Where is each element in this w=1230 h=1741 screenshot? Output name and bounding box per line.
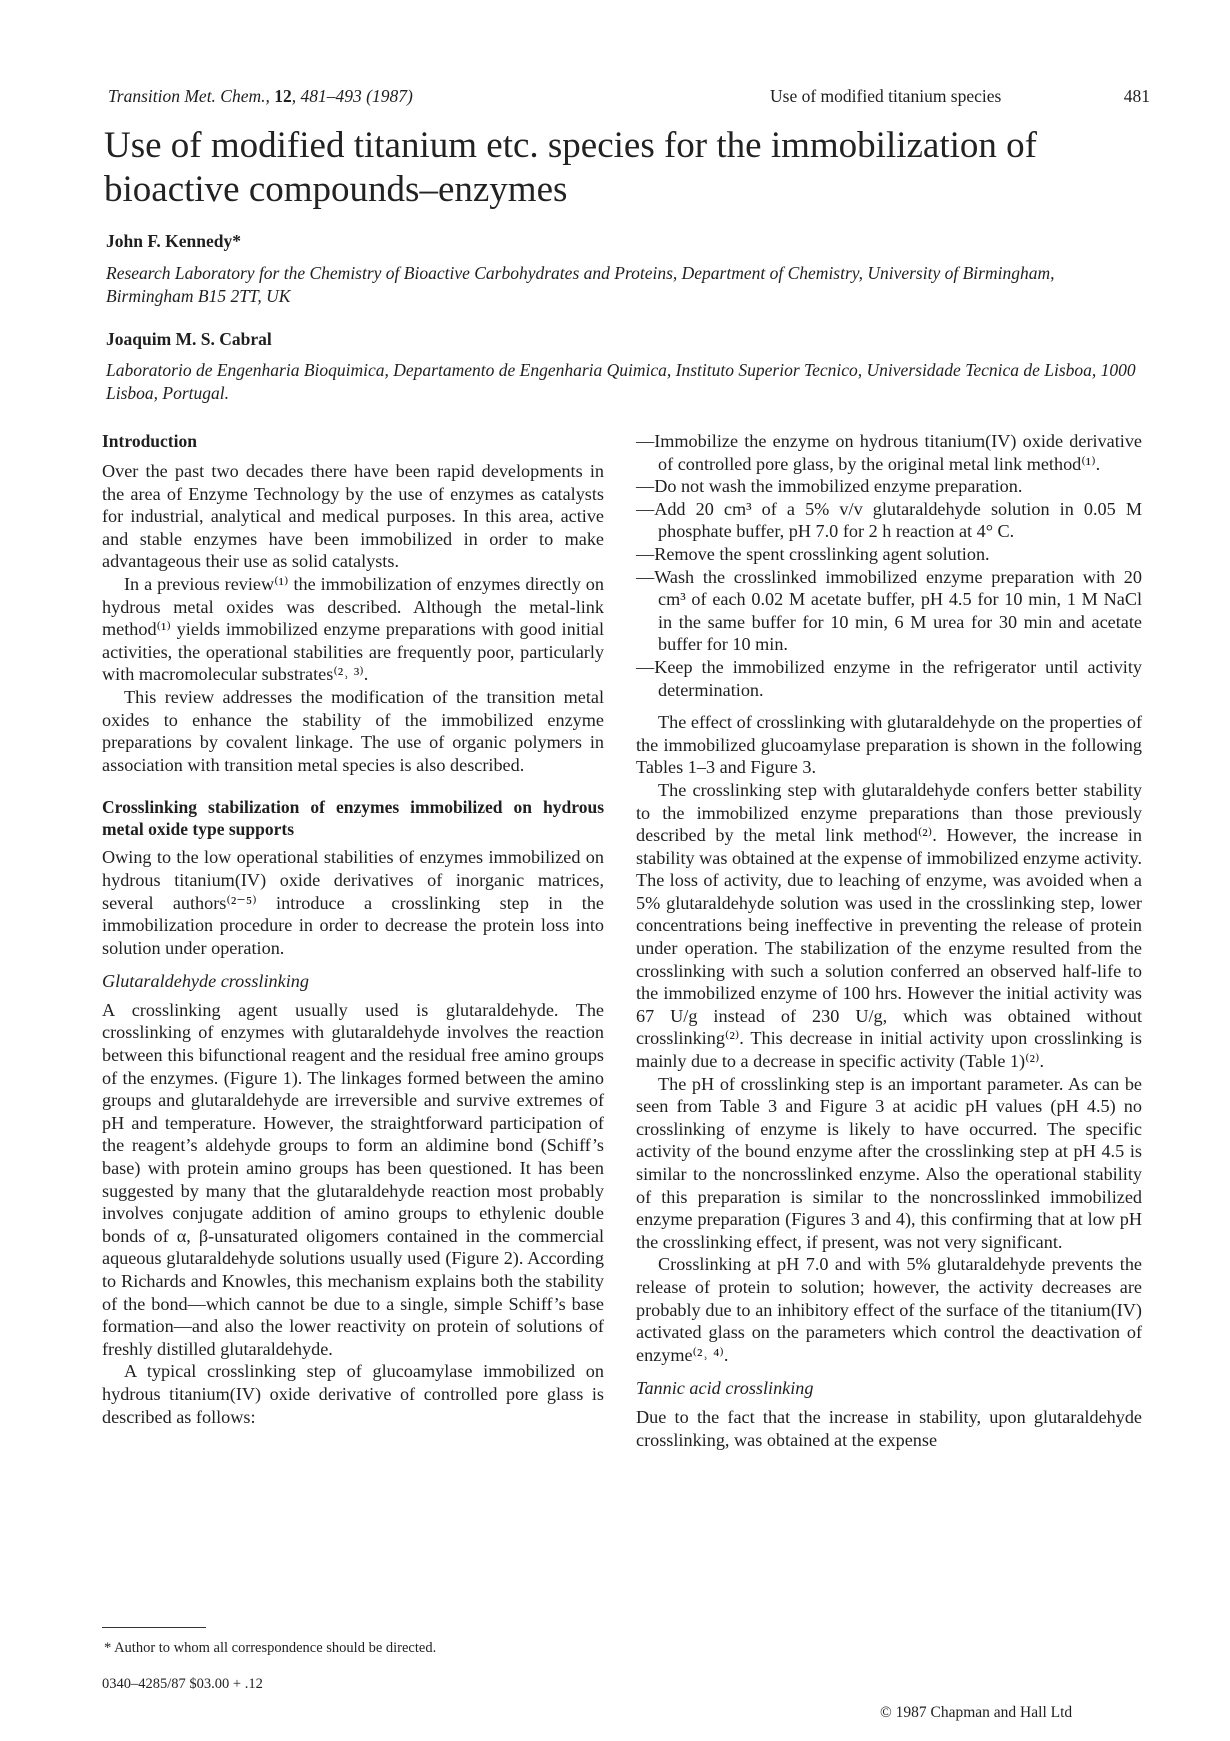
footer-copyright: © 1987 Chapman and Hall Ltd bbox=[880, 1704, 1073, 1721]
footnote-divider bbox=[102, 1627, 206, 1628]
subsection-heading: Tannic acid crosslinking bbox=[636, 1378, 814, 1399]
article-title: Use of modified titanium etc. species for the immobilization of bioactive compounds–enzymes bbox=[104, 125, 1037, 210]
journal-name: Transition Met. Chem., bbox=[108, 86, 270, 106]
paragraph: The pH of crosslinking step is an important parameter. As can be seen from Table 3 and Figure 3 at acidic pH values (pH 4.5) no crosslinking of enzyme is likely to have occurred. The specific activity of the bound enzyme after the crosslinking step at pH 4.5 is similar to the noncrosslinked enzyme. Also the operational stability of this preparation is similar to the noncrosslinked immobilized enzyme preparation (Figures 3 and 4), this confirming that at low pH the crosslinking effect, if present, was not very significant. bbox=[636, 1073, 1142, 1252]
journal-volume: 12 bbox=[274, 86, 292, 106]
page-number: 481 bbox=[1123, 86, 1150, 106]
right-column bbox=[636, 430, 1142, 1451]
list-item: —Add 20 cm³ of a 5% v/v glutaraldehyde solution in 0.05 M phosphate buffer, pH 7.0 for 2 h reaction at 4° C. bbox=[636, 498, 1142, 542]
list-item: —Remove the spent crosslinking agent solution. bbox=[636, 543, 990, 564]
paragraph: Over the past two decades there have been rapid developments in the area of Enzyme Technology by the use of enzymes as catalysts for industrial, analytical and medical purposes. In this area, active and stable enzymes have been immobilized in order to make advantageous their use as solid catalysts. bbox=[102, 461, 604, 572]
list-item: —Do not wash the immobilized enzyme preparation. bbox=[636, 476, 1023, 497]
paragraph: In a previous review⁽¹⁾ the immobilization of enzymes directly on hydrous metal oxides was described. Although the metal-link method⁽¹⁾ yields immobilized enzyme preparations with good initial activities, the operational stabilities are frequently poor, particularly with macromolecular substrates⁽²˒ ³⁾. bbox=[102, 573, 604, 685]
author-affiliation: Research Laboratory for the Chemistry of Bioactive Carbohydrates and Proteins, Department of Chemistry, University of Birmingham, Birmingham B15 2TT, UK bbox=[106, 263, 1055, 306]
list-item: —Wash the crosslinked immobilized enzyme preparation with 20 cm³ of each 0.02 M acetate buffer, pH 4.5 for 10 min, 1 M NaCl in the same buffer for 10 min, 6 M urea for 30 min and acetate buffer for 10 min. bbox=[636, 566, 1142, 655]
journal-pages-year: , 481–493 (1987) bbox=[291, 86, 413, 106]
subsection-heading: Glutaraldehyde crosslinking bbox=[102, 971, 309, 992]
paragraph: A typical crosslinking step of glucoamylase immobilized on hydrous titanium(IV) oxide derivative of controlled pore glass is described as follows: bbox=[102, 1361, 604, 1427]
footnote: * Author to whom all correspondence should be directed. bbox=[104, 1640, 437, 1656]
left-column bbox=[102, 430, 604, 1428]
running-header bbox=[108, 86, 1150, 110]
section-heading: Crosslinking stabilization of enzymes immobilized on hydrous metal oxide type supports bbox=[102, 797, 604, 840]
paragraph: Crosslinking at pH 7.0 and with 5% glutaraldehyde prevents the release of protein to solution; however, the activity decreases are probably due to an inhibitory effect of the surface of the titanium(IV) activated glass on the parameters which control the deactivation of enzyme⁽²˒ ⁴⁾. bbox=[636, 1254, 1142, 1365]
paragraph: This review addresses the modification of the transition metal oxides to enhance the stability of the immobilized enzyme preparations by covalent linkage. The use of organic polymers in association with transition metal species is also described. bbox=[102, 686, 604, 775]
paragraph: Owing to the low operational stabilities of enzymes immobilized on hydrous titanium(IV) oxide derivatives of inorganic matrices, several authors⁽²⁻⁵⁾ introduce a crosslinking step in the immobilization procedure in order to decrease the protein loss into solution under operation. bbox=[102, 847, 604, 958]
journal-citation bbox=[108, 86, 413, 107]
author-affiliation: Laboratorio de Engenharia Bioquimica, Departamento de Engenharia Quimica, Instituto Superior Tecnico, Universidade Tecnica de Lisboa, 1000 Lisboa, Portugal. bbox=[106, 360, 1136, 403]
footer-price-code: 0340–4285/87 $03.00 + .12 bbox=[102, 1676, 263, 1692]
section-heading: Introduction bbox=[102, 431, 197, 451]
author-name: John F. Kennedy* bbox=[106, 231, 242, 251]
paragraph: A crosslinking agent usually used is glutaraldehyde. The crosslinking of enzymes with glutaraldehyde involves the reaction between this bifunctional reagent and the residual free amino groups of the enzymes. (Figure 1). The linkages formed between the amino groups and glutaraldehyde are irreversible and survive extremes of pH and temperature. However, the straightforward participation of the reagent’s aldehyde groups to form an aldimine bond (Schiff’s base) with protein amino groups has been questioned. It has been suggested by many that the glutaraldehyde reaction most probably involves conjugate addition of amino groups to ethylenic double bonds of α, β-unsaturated oligomers contained in the commercial aqueous glutaraldehyde solutions usually used (Figure 2). According to Richards and Knowles, this mechanism explains both the stability of the bond—which cannot be due to a single, simple Schiff’s base formation—and also the lower reactivity on protein of solutions of freshly distilled glutaraldehyde. bbox=[102, 999, 604, 1359]
paragraph: Due to the fact that the increase in stability, upon glutaraldehyde crosslinking, was obtained at the expense bbox=[636, 1406, 1142, 1450]
paragraph: The effect of crosslinking with glutaraldehyde on the properties of the immobilized glucoamylase preparation is shown in the following Tables 1–3 and Figure 3. bbox=[636, 712, 1142, 778]
list-item: —Immobilize the enzyme on hydrous titanium(IV) oxide derivative of controlled pore glass, by the original metal link method⁽¹⁾. bbox=[636, 431, 1142, 474]
list-item: —Keep the immobilized enzyme in the refrigerator until activity determination. bbox=[636, 656, 1142, 700]
author-name: Joaquim M. S. Cabral bbox=[106, 329, 272, 349]
paragraph: The crosslinking step with glutaraldehyde confers better stability to the immobilized enzyme preparations than those previously described by the metal link method⁽²⁾. However, the increase in stability was obtained at the expense of immobilized enzyme activity. The loss of activity, due to leaching of enzyme, was avoided when a 5% glutaraldehyde solution was used in the crosslinking step, lower concentrations being ineffective in preventing the release of protein under operation. The stabilization of the enzyme resulted from the crosslinking with such a solution conferred an observed half-life to the immobilized enzyme of 100 hrs. However the initial activity was 67 U/g instead of 230 U/g, which was obtained without crosslinking⁽²⁾. This decrease in initial activity upon crosslinking is mainly due to a decrease in specific activity (Table 1)⁽²⁾. bbox=[636, 779, 1142, 1072]
running-title: Use of modified titanium species bbox=[770, 86, 1002, 106]
